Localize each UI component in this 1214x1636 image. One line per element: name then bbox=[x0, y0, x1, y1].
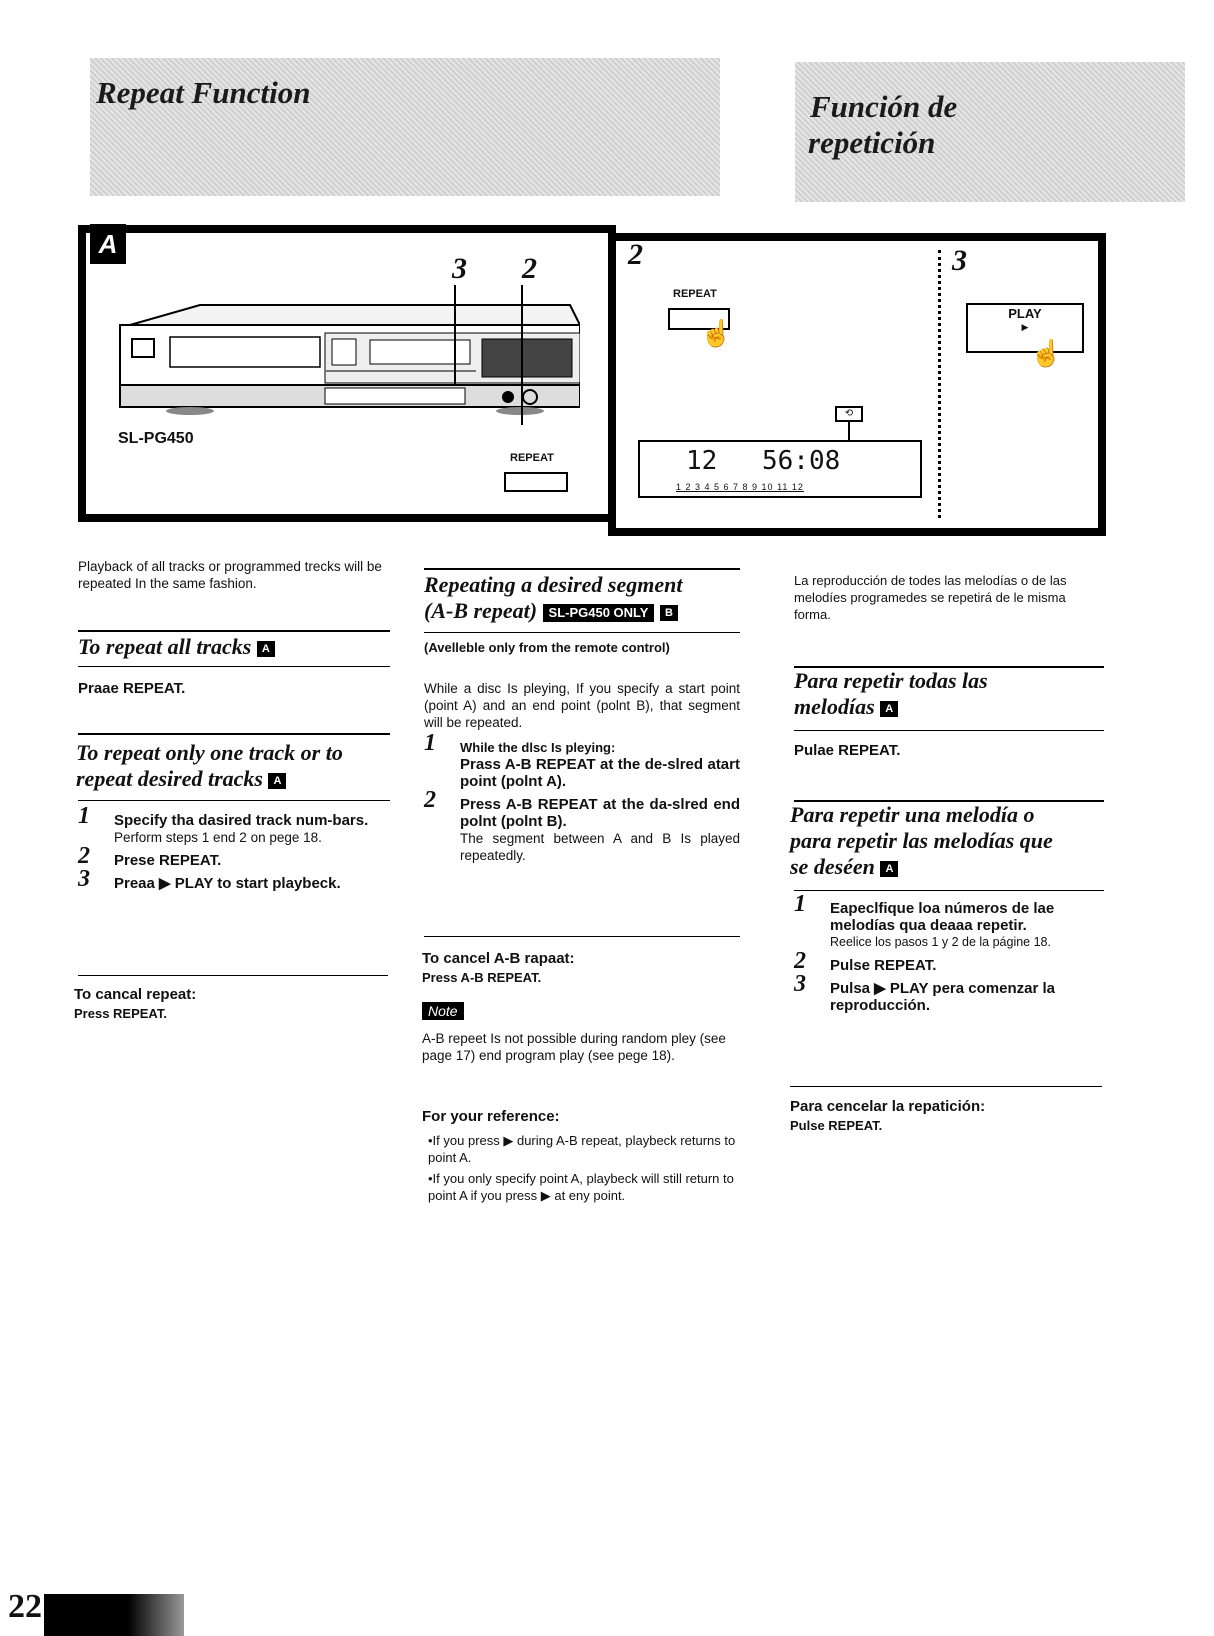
ab-note-text: A-B repeet Is not possible during random pley (see page 17) end program play (see pege 18). bbox=[422, 1031, 726, 1063]
step-subtext: Reelice los pasos 1 y 2 de la págine 18. bbox=[830, 935, 1051, 949]
all-title-2: melodías bbox=[794, 694, 875, 719]
ab-remote-note: (Avelleble only from the remote control) bbox=[424, 640, 670, 655]
play-arrow-icon: ▶ bbox=[1021, 322, 1029, 332]
all-tracks-title: To repeat all tracks bbox=[78, 634, 252, 659]
device-model-label: SL-PG450 bbox=[118, 430, 194, 447]
step-text: Pulsa ▶ PLAY pera comenzar la reproducción. bbox=[830, 980, 1055, 1014]
panel-step-2-number: 2 bbox=[628, 238, 643, 271]
section-title-one-track bbox=[76, 740, 394, 792]
badge-a: A bbox=[268, 773, 286, 789]
figure-badge: A bbox=[90, 224, 126, 264]
spanish-step-2 bbox=[794, 948, 1104, 974]
panel-repeat-label: REPEAT bbox=[673, 288, 717, 300]
ab-cancel-text: Press A-B REPEAT. bbox=[422, 970, 542, 985]
english-cancel-title: To cancal repeat: bbox=[74, 986, 197, 1003]
repeat-button-main[interactable] bbox=[504, 472, 568, 492]
english-step-1 bbox=[78, 803, 390, 846]
step-number: 1 bbox=[78, 803, 90, 829]
step-number: 2 bbox=[78, 843, 90, 869]
ab-cancel-title: To cancel A-B rapaat: bbox=[422, 950, 575, 967]
rule bbox=[424, 936, 740, 937]
one-track-title-2: repeat desired tracks bbox=[76, 766, 263, 791]
rule bbox=[78, 975, 388, 976]
display-time: 56:08 bbox=[762, 446, 841, 476]
english-steps bbox=[78, 803, 390, 898]
step-text: Pulse REPEAT. bbox=[830, 957, 937, 974]
cd-player-illustration bbox=[110, 285, 580, 425]
spanish-steps bbox=[794, 891, 1104, 1020]
one-title-2: para repetir las melodías que bbox=[790, 828, 1053, 853]
rule bbox=[78, 630, 390, 632]
one-track-title-1: To repeat only one track or to bbox=[76, 740, 343, 765]
step-text: Specify tha dasired track num-bars. bbox=[114, 812, 369, 829]
spanish-intro: La reproducción de todes las melodías o de las melodíes programedes se repetirá de le misma forma. bbox=[794, 573, 1067, 622]
page-tab bbox=[44, 1594, 184, 1636]
display-track-calendar: 1 2 3 4 5 6 7 8 9 10 11 12 bbox=[676, 482, 804, 492]
step-text: Press A-B REPEAT at the da-slred end polnt (polnt B). bbox=[460, 796, 740, 830]
spanish-step-3 bbox=[794, 971, 1104, 1014]
callout-2: 2 bbox=[522, 252, 537, 285]
panel-step-3-number: 3 bbox=[952, 244, 967, 277]
english-step-3 bbox=[78, 866, 390, 892]
step-number: 2 bbox=[794, 948, 806, 974]
english-step-2 bbox=[78, 843, 390, 869]
rule bbox=[78, 800, 390, 801]
divider-dotted bbox=[938, 250, 941, 518]
panel-play-button[interactable] bbox=[966, 303, 1084, 353]
rule bbox=[794, 890, 1104, 891]
badge-a: A bbox=[880, 861, 898, 877]
step-text: Prass A-B REPEAT at the de-slred atart point (polnt A). bbox=[460, 756, 740, 790]
english-intro: Playback of all tracks or programmed trecks will be repeated In the same fashion. bbox=[78, 559, 382, 591]
ab-step-1 bbox=[424, 730, 740, 790]
page-number: 22 bbox=[8, 1588, 42, 1625]
ab-ref-list bbox=[428, 1132, 740, 1204]
page-title-spanish-1: Función de bbox=[810, 89, 958, 124]
ref-item: •If you press ▶ during A-B repeat, playbeck returns to point A. bbox=[428, 1133, 736, 1165]
rule bbox=[424, 568, 740, 570]
spanish-step-1 bbox=[794, 891, 1104, 951]
ab-intro: While a disc Is pleying, If you specify a start point (point A) and an end point (polnt B), that segment will be repeated. bbox=[424, 681, 740, 730]
ab-step-2 bbox=[424, 787, 740, 864]
press-hand-icon-2: ☝ bbox=[1030, 338, 1063, 368]
rule bbox=[424, 632, 740, 633]
badge-a: A bbox=[880, 701, 898, 717]
panel-play-label: PLAY bbox=[1008, 306, 1042, 321]
english-cancel-text: Press REPEAT. bbox=[74, 1006, 167, 1021]
section-title-una bbox=[790, 802, 1106, 880]
page-title-spanish-2: repetición bbox=[808, 125, 936, 160]
section-title-todas bbox=[794, 668, 1104, 720]
ref-item: •If you only specify point A, playbeck will still return to point A if you press ▶ at eny point. bbox=[428, 1171, 734, 1203]
repeat-label-main: REPEAT bbox=[510, 452, 554, 464]
spanish-cancel-title: Para cencelar la repatición: bbox=[790, 1098, 986, 1115]
rule bbox=[794, 730, 1104, 731]
note-badge: Note bbox=[422, 1002, 464, 1020]
all-title-1: Para repetir todas las bbox=[794, 668, 988, 693]
repeat-indicator-icon: ⟲ bbox=[835, 406, 863, 422]
step-text: Preaa ▶ PLAY to start playbeck. bbox=[114, 875, 341, 892]
step-subtext: The segment between A and B Is played repeatedly. bbox=[460, 831, 740, 863]
one-title-3: se deséen bbox=[790, 854, 875, 879]
step-subtext: Perform steps 1 end 2 on pege 18. bbox=[114, 830, 322, 845]
ab-ref-title: For your reference: bbox=[422, 1108, 560, 1125]
step-text: Prese REPEAT. bbox=[114, 852, 222, 869]
step-number: 2 bbox=[424, 787, 436, 813]
all-tracks-step: Praae REPEAT. bbox=[78, 680, 186, 697]
spanish-cancel-text: Pulse REPEAT. bbox=[790, 1118, 883, 1133]
ab-title-2: (A-B repeat) bbox=[424, 598, 538, 623]
step-text: Eapeclfique loa números de lae melodías qua deaaa repetir. bbox=[830, 900, 1055, 934]
step-number: 1 bbox=[424, 730, 436, 756]
step-number: 3 bbox=[78, 866, 90, 892]
step-lead: While the dlsc Is pleying: bbox=[460, 740, 616, 755]
badge-a: A bbox=[257, 641, 275, 657]
model-only-badge: SL-PG450 ONLY bbox=[543, 604, 655, 622]
press-hand-icon: ☝ bbox=[700, 318, 733, 348]
step-number: 1 bbox=[794, 891, 806, 917]
ab-title-1: Repeating a desired segment bbox=[424, 572, 683, 597]
rule bbox=[790, 1086, 1102, 1087]
callout-3: 3 bbox=[452, 252, 467, 285]
one-title-1: Para repetir una melodía o bbox=[790, 802, 1035, 827]
ab-column bbox=[424, 680, 740, 870]
english-column bbox=[78, 558, 390, 592]
page-title-english: Repeat Function bbox=[96, 75, 311, 110]
badge-b: B bbox=[660, 605, 678, 621]
rule bbox=[78, 666, 390, 667]
section-title-ab bbox=[424, 572, 744, 624]
spanish-all-step: Pulae REPEAT. bbox=[794, 742, 901, 759]
display-track-number: 12 bbox=[686, 446, 718, 476]
lcd-display bbox=[638, 440, 922, 498]
rule bbox=[78, 733, 390, 735]
step-number: 3 bbox=[794, 971, 806, 997]
section-title-all-tracks bbox=[78, 634, 390, 660]
